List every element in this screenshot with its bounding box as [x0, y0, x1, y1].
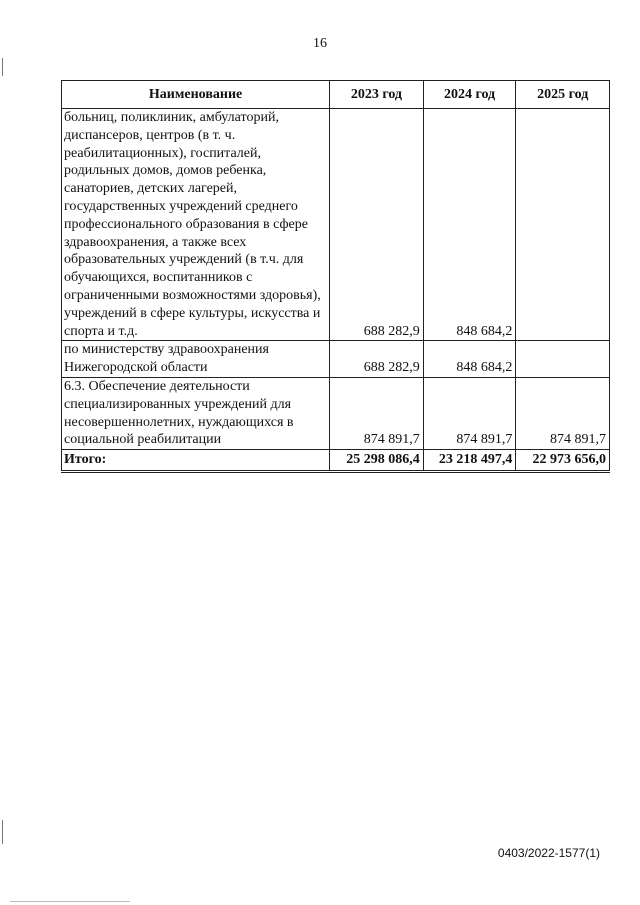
- value-2025-cell: [516, 109, 610, 341]
- column-header-name: Наименование: [62, 81, 330, 109]
- table-row: [62, 341, 610, 378]
- value-2024-cell: 874 891,7: [423, 377, 516, 449]
- total-label: Итого:: [62, 450, 330, 472]
- document-registration-code: 0403/2022-1577(1): [497, 846, 600, 860]
- row-name-cell: 6.3. Обеспечение деятельности специализированных учреждений для несовершеннолетних, нуждающихся в социальной реабилитации: [62, 377, 330, 449]
- value-2023-cell: 688 282,9: [330, 109, 424, 341]
- value-2024-cell: 848 684,2: [423, 109, 516, 341]
- total-2024-cell: 23 218 497,4: [423, 450, 516, 472]
- value-2024-cell: 848 684,2: [423, 341, 516, 378]
- total-2025-cell: 22 973 656,0: [516, 450, 610, 472]
- total-2023-cell: 25 298 086,4: [330, 450, 424, 472]
- column-header-2024: 2024 год: [423, 81, 516, 109]
- row-name-cell: по министерству здравоохранения Нижегородской области: [62, 341, 330, 378]
- page-number: 16: [313, 36, 327, 51]
- row-name-cell: больниц, поликлиник, амбулаторий, диспансеров, центров (в т. ч. реабилитационных), госпиталей, родильных домов, домов ребенка, санаториев, детских лагерей, государственных учреждений среднего профессионального образования в сфере здравоохранения, а также всех образовательных учреждений (в т.ч. для обучающихся, воспитанников с ограниченными возможностями здоровья), учреждений в сфере культуры, искусства и спорта и т.д.: [62, 109, 330, 341]
- table-row: [62, 377, 610, 449]
- scan-artifact-mark: [2, 58, 3, 76]
- column-header-2023: 2023 год: [330, 81, 424, 109]
- value-2025-cell: [516, 341, 610, 378]
- value-2025-cell: 874 891,7: [516, 377, 610, 449]
- column-header-2025: 2025 год: [516, 81, 610, 109]
- table-header-row: [62, 81, 610, 109]
- value-2023-cell: 874 891,7: [330, 377, 424, 449]
- budget-table: [61, 80, 610, 473]
- total-row: [62, 450, 610, 472]
- scan-artifact-mark: [10, 901, 130, 902]
- value-2023-cell: 688 282,9: [330, 341, 424, 378]
- scan-artifact-mark: [2, 820, 3, 844]
- table-row: [62, 109, 610, 341]
